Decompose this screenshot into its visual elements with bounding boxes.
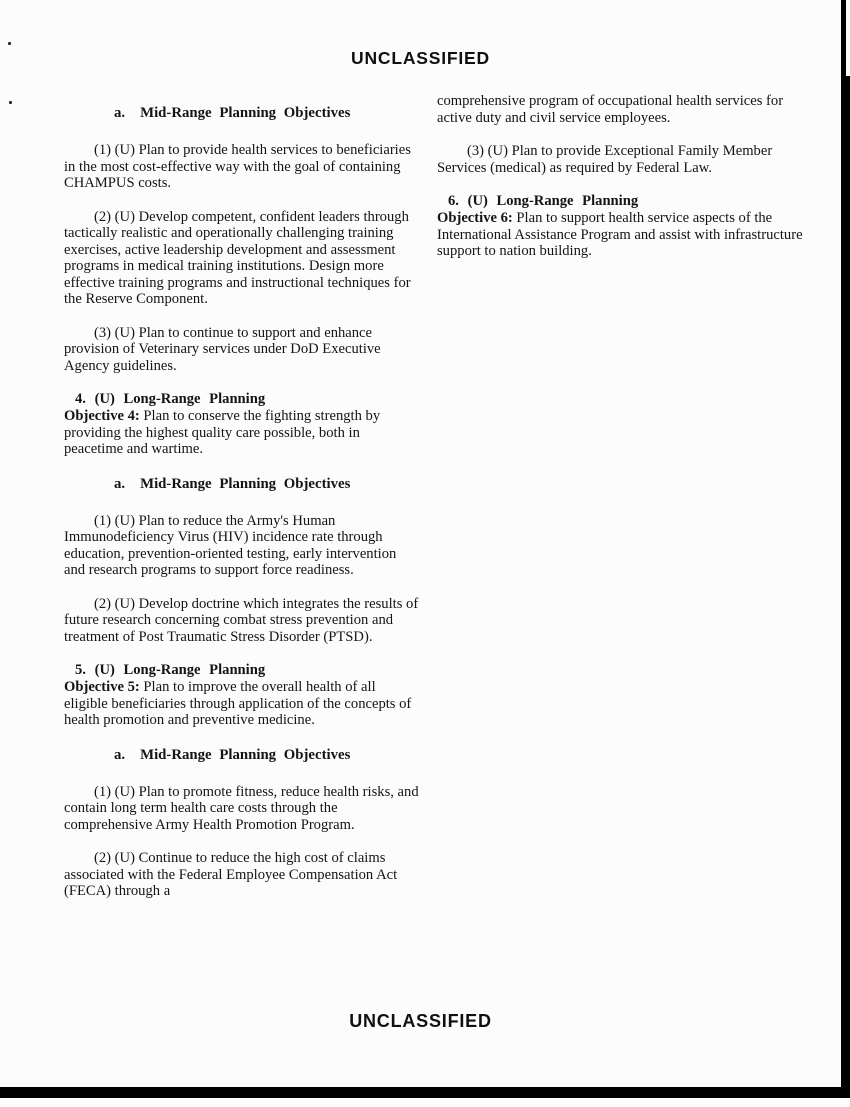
section-subheading-mid-range-2	[64, 475, 420, 493]
scan-speck	[8, 42, 11, 45]
body-paragraph: (3) (U) Plan to provide Exceptional Family Member Services (medical) as required by Federal Law.	[437, 143, 773, 176]
objective-rest: Plan to conserve the fighting strength by providing the highest quality care possible, both in peacetime and wartime.	[64, 408, 381, 457]
objective-rest: Plan to support health service aspects of the International Assistance Program and assist with infrastructure support to nation building.	[437, 210, 803, 259]
objective-5	[64, 662, 420, 729]
objective-lead: Objective 4:	[64, 408, 140, 424]
subheading-text: Mid-Range Planning Objectives	[140, 746, 351, 763]
body-paragraph: (1) (U) Plan to reduce the Army's Human Immunodeficiency Virus (HIV) incidence rate through education, prevention-oriented testing, early intervention and research programs to support force readiness.	[64, 512, 397, 578]
section-subheading-mid-range-1	[64, 104, 420, 122]
section-subheading-mid-range-3	[64, 746, 420, 764]
subheading-label: a.	[114, 105, 126, 121]
objective-body	[64, 408, 420, 458]
objective-rest: Plan to improve the overall health of all eligible beneficiaries through application of the concepts of health promotion and preventive medicine.	[64, 679, 412, 728]
body-paragraph: (1) (U) Plan to promote fitness, reduce health risks, and contain long term health care costs through the comprehensive Army Health Promotion Program.	[64, 783, 419, 833]
objective-heading-line: 5. (U) Long-Range Planning	[75, 662, 266, 678]
left-column	[64, 104, 420, 900]
classification-banner-bottom: UNCLASSIFIED	[349, 1011, 492, 1031]
body-paragraph: (2) (U) Develop competent, confident leaders through tactically realistic and operationally challenging training exercises, active leadership development and assessment programs in medical training institutions. Design more effective training programs and instructional techniques for the Reserve Component.	[64, 208, 411, 307]
scan-border-bottom	[0, 1087, 850, 1098]
subheading-label: a.	[114, 475, 126, 492]
scan-border-right-notch	[846, 0, 850, 76]
objective-lead: Objective 5:	[64, 679, 140, 695]
objective-lead: Objective 6:	[437, 210, 513, 226]
right-column	[437, 93, 817, 260]
scan-speck	[9, 101, 12, 104]
body-paragraph: (2) (U) Continue to reduce the high cost of claims associated with the Federal Employee Compensation Act (FECA) through a	[64, 850, 398, 899]
body-paragraph-continuation: comprehensive program of occupational health services for active duty and civil service employees.	[437, 93, 784, 126]
objective-4	[64, 391, 420, 458]
objective-body	[437, 210, 817, 260]
classification-banner-top: UNCLASSIFIED	[351, 48, 490, 68]
subheading-text: Mid-Range Planning Objectives	[140, 475, 351, 492]
body-paragraph: (1) (U) Plan to provide health services to beneficiaries in the most cost-effective way with the goal of containing CHAMPUS costs.	[64, 142, 411, 191]
objective-6	[437, 193, 817, 260]
objective-heading-line: 4. (U) Long-Range Planning	[75, 391, 266, 407]
subheading-text: Mid-Range Planning Objectives	[140, 105, 351, 121]
objective-heading-line: 6. (U) Long-Range Planning	[448, 193, 639, 209]
body-paragraph: (3) (U) Plan to continue to support and enhance provision of Veterinary services under DoD Executive Agency guidelines.	[64, 324, 381, 374]
scan-border-right	[841, 0, 850, 1098]
body-paragraph: (2) (U) Develop doctrine which integrates the results of future research concerning combat stress prevention and treatment of Post Traumatic Stress Disorder (PTSD).	[64, 595, 419, 645]
subheading-label: a.	[114, 746, 126, 763]
objective-body	[64, 679, 420, 729]
